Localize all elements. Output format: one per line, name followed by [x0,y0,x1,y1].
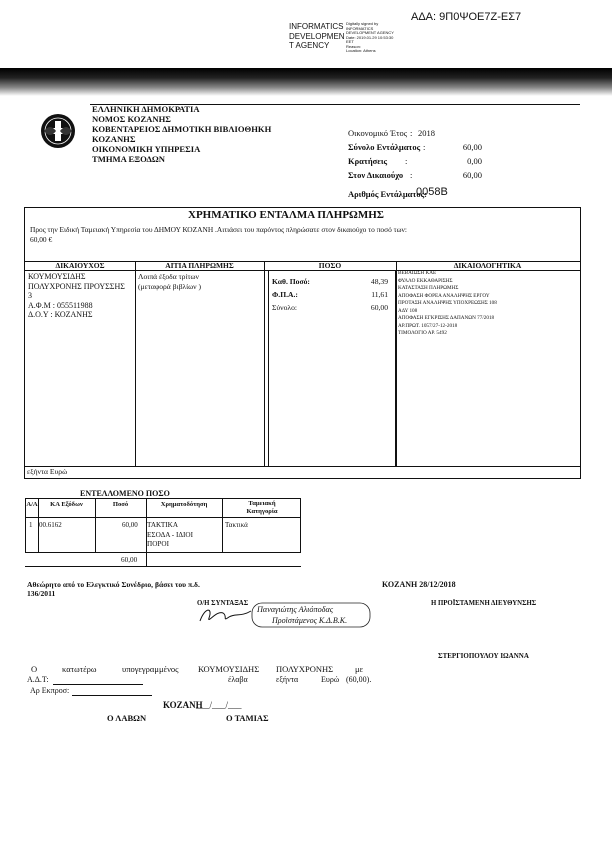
amount-net-label: Καθ. Ποσό: [272,277,310,286]
documents-line-6: ΑΔΥ 108 [398,307,418,314]
order-text-2: 60,00 € [30,235,53,244]
documents-line-4: ΑΠΟΦΑΣΗ ΦΟΡΕΑ ΑΝΑΛΗΨΗΣ ΕΡΓΟΥ [398,292,490,299]
entailed-col-4 [222,498,223,552]
order-number-label: Αριθμός Εντάλματος: [348,189,427,199]
cashier-label: Ο ΤΑΜΙΑΣ [226,713,269,723]
signature-line-2: INFORMATICS [346,25,374,31]
signature-line-4: Date: 2019.01.29 10:53:30 [346,34,394,40]
receipt-word-4: με [355,664,364,674]
entailed-row-funding [147,521,193,550]
receipt-currency: Ευρώ [321,675,340,684]
signature-details [346,22,408,54]
header-line-3: ΚΟΒΕΝΤΑΡΕΙΟΣ ΔΗΜΟΤΙΚΗ ΒΙΒΛΙΟΘΗΚΗ [92,124,272,134]
signature-line-3: DEVELOPMENT AGENCY [346,30,394,35]
footer-city: ΚΟΖΑΝΗ [163,700,203,710]
header-line-4: ΚΟΖΑΝΗΣ [92,134,136,144]
summary-year-sep: : [410,128,413,138]
entailed-header-ka: ΚΑ Εξόδων [50,501,83,508]
receipt-received: έλαβα [228,675,248,684]
beneficiary-line-3: 3 [28,291,32,300]
summary-year-label: Οικονομικό Έτος [348,128,408,138]
order-title: ΧΡΗΜΑΤΙΚΟ ΕΝΤΑΛΜΑ ΠΛΗΡΩΜΗΣ [188,209,384,221]
beneficiary-line-2: ΠΟΛΥΧΡΟΝΗΣ ΠΡΟΥΣΣΗΣ [28,281,125,291]
summary-deductions-label: Κρατήσεις [348,156,388,166]
order-text-1: Προς την Ειδική Ταμειακή Υπηρεσία του ΔΗΜΟΥ ΚΟΖΑΝΗ .Αιτιάσει του παρόντος πληρώσατε στον δικαιούχο το ποσό των: [30,225,407,234]
watermark-line-3: T AGENCY [289,41,330,50]
amount-total-label: Σύνολο: [272,303,297,312]
entailed-header-rule [25,517,301,518]
ada-code: ΑΔΑ: 9Π0ΨΟΕ7Ζ-ΕΣ7 [411,11,522,23]
receipt-word-1: Ο [31,664,38,674]
header-line-1: ΕΛΛΗΝΙΚΗ ΔΗΜΟΚΡΑΤΙΑ [92,104,200,114]
reason-cell [138,272,201,291]
head-name: ΣΤΕΡΓΙΟΠΟΥΛΟΥ ΙΩΑΝΝΑ [438,652,529,660]
entailed-header-aa: Α/Α [26,501,38,508]
amount-total-value: 60,00 [370,303,388,312]
documents-line-7: ΑΠΟΦΑΣΗ ΕΓΚΡΙΣΗΣ ΔΑΠΑΝΩΝ 77/2018 [398,315,495,321]
header-amount: ΠΟΣΟ [318,261,342,270]
signature-line-5: EET [346,39,354,44]
amount-in-words: εξήντα Ευρώ [27,467,68,476]
composer-label: Ο/Η ΣΥΝΤΑΞΑΣ [197,600,249,607]
stamp-line-2: Προϊστάμενος Κ.Δ.Β.Κ. [272,616,348,625]
documents-cell [398,270,578,338]
documents-line-9: ΤΙΜΟΛΟΓΙΟ ΑΡ. 5492 [398,330,447,336]
header-line-2: ΝΟΜΟΣ ΚΟΖΑΝΗΣ [92,114,171,124]
signature-line-6: Reason: [346,43,361,49]
order-number: 0058Β [416,186,448,198]
place-date: ΚΟΖΑΝΗ 28/12/2018 [382,580,456,589]
watermark-line-2: DEVELOPMEN [289,31,345,41]
entailed-row-rule [25,552,301,553]
amount-vat-label: Φ.Π.Α.: [272,290,298,299]
beneficiary-line-5: Δ.Ο.Υ : ΚΟΖΑΝΗΣ [28,310,93,319]
summary-total: 60,00 [462,142,482,152]
header-reason: ΑΙΤΙΑ ΠΛΗΡΩΜΗΣ [165,261,234,270]
receipt-name-1: ΚΟΥΜΟΥΣΙΔΗΣ [198,664,260,674]
head-label: Η ΠΡΟΪΣΤΑΜΕΝΗ ΔΙΕΥΘΥΝΣΗΣ [431,600,537,607]
funding-line-1: ΤΑΚΤΙΚΑ [147,521,179,529]
receipt-word-2: κατωτέρω [62,664,97,674]
beneficiary-line-1: ΚΟΥΜΟΥΣΙΔΗΣ [28,272,86,281]
watermark-line-1: INFORMATICS [289,22,344,31]
summary-beneficiary: 60,00 [462,170,482,180]
entailed-total: 60,00 [121,556,138,564]
entailed-header-category: Ταμειακή Κατηγορία [246,500,278,515]
funding-line-2: ΕΣΟΔΑ - ΙΔΙΟΙ [147,530,193,539]
receipt-amount: (60,00). [346,675,372,684]
summary-beneficiary-sep: : [410,170,413,180]
receipt-power: Αρ Εκπροσ: [30,686,70,695]
exempt-line-1: Αθεώρητο από το Ελεγκτικό Συνέδριο, βάσει του π.δ. [27,580,200,589]
header-line-6: ΤΜΗΜΑ ΕΞΟΔΩΝ [92,154,165,164]
receipt-line-1 [27,664,557,674]
header-beneficiary: ΔΙΚΑΙΟΥΧΟΣ [55,261,105,270]
documents-line-1: ΒΕΒΑΙΩΣΗ ΚΑΕ [398,270,437,276]
footer-date-blank: ___/___/___ [196,700,242,710]
entailed-bottom-rule [25,566,301,567]
entailed-title: ΕΝΤΕΛΛΟΜΕΝΟ ΠΟΣΟ [80,489,170,498]
receiver-label: Ο ΛΑΒΩΝ [107,713,147,723]
receipt-amount-words: εξήντα [276,675,299,684]
entailed-col-right [300,498,301,552]
table-col-2 [264,261,265,466]
entailed-top-rule [25,498,301,499]
header-documents: ΔΙΚΑΙΟΛΟΓΗΤΙΚΑ [453,261,522,270]
summary-deductions: 0,00 [467,156,482,166]
entailed-header-amount: Ποσό [112,501,129,508]
summary-total-label: Σύνολο Εντάλματος [348,142,421,152]
amount-subbox [268,270,396,466]
receipt-adt: Α.Δ.Τ: [27,675,49,684]
header-block [92,104,271,164]
table-col-1 [135,261,136,466]
summary-deductions-sep: : [405,156,408,166]
documents-line-2: ΦΥΛΛΟ ΕΚΚΑΘΑΡΙΣΗΣ [398,277,453,284]
watermark [289,22,345,51]
stamp-line-1: Παναγιώτης Αλιόποδας [257,605,334,614]
entailed-row-ka: 00.6162 [39,521,62,529]
documents-line-8: ΑΡ.ΠΡΩΤ. 1057/27-12-2018 [398,322,458,329]
funding-line-3: ΠΟΡΟΙ [147,540,169,548]
emblem-icon [40,113,76,149]
summary-beneficiary-label: Στον Δικαιούχο [348,170,404,180]
amount-vat-value: 11,61 [371,290,388,299]
entailed-header-funding: Χρηματοδότηση [160,501,208,508]
table-bottom-rule [25,466,580,467]
receipt-adt-blank [53,684,143,685]
scan-edge [0,68,612,96]
summary-year: 2018 [418,128,435,138]
reason-line-2: (μεταφορά βιβλίων ) [138,281,202,291]
beneficiary-line-4: Α.Φ.Μ : 055511988 [28,300,93,310]
signature-line-1: Digitally signed by [346,21,379,26]
entailed-row-aa: 1 [29,521,33,529]
table-col-3 [396,261,397,466]
beneficiary-cell [28,272,134,320]
summary-total-sep: : [423,142,426,152]
composer-signature [195,604,255,626]
signature-line-7: Location: Athens [346,48,376,53]
header-line-5: ΟΙΚΟΝΟΜΙΚΗ ΥΠΗΡΕΣΙΑ [92,144,201,154]
documents-line-3: ΚΑΤΑΣΤΑΣΗ ΠΛΗΡΩΜΗΣ [398,285,459,291]
receipt-power-blank [72,695,152,696]
receipt-word-3: υπογεγραμμένος [122,664,179,674]
amount-net-value: 48,39 [370,277,388,286]
entailed-row-category: Τακτικά [225,521,248,529]
receipt-name-2: ΠΟΛΥΧΡΟΝΗΣ [276,664,334,674]
documents-line-5: ΠΡΟΤΑΣΗ ΑΝΑΛΗΨΗΣ ΥΠΟΧΡΕΩΣΗΣ 108 [398,300,497,306]
entailed-row-amount: 60,00 [122,521,138,529]
exempt-line-2: 136/2011 [27,589,56,598]
reason-line-1: Λοιπά έξοδα τρίτων [138,272,199,281]
